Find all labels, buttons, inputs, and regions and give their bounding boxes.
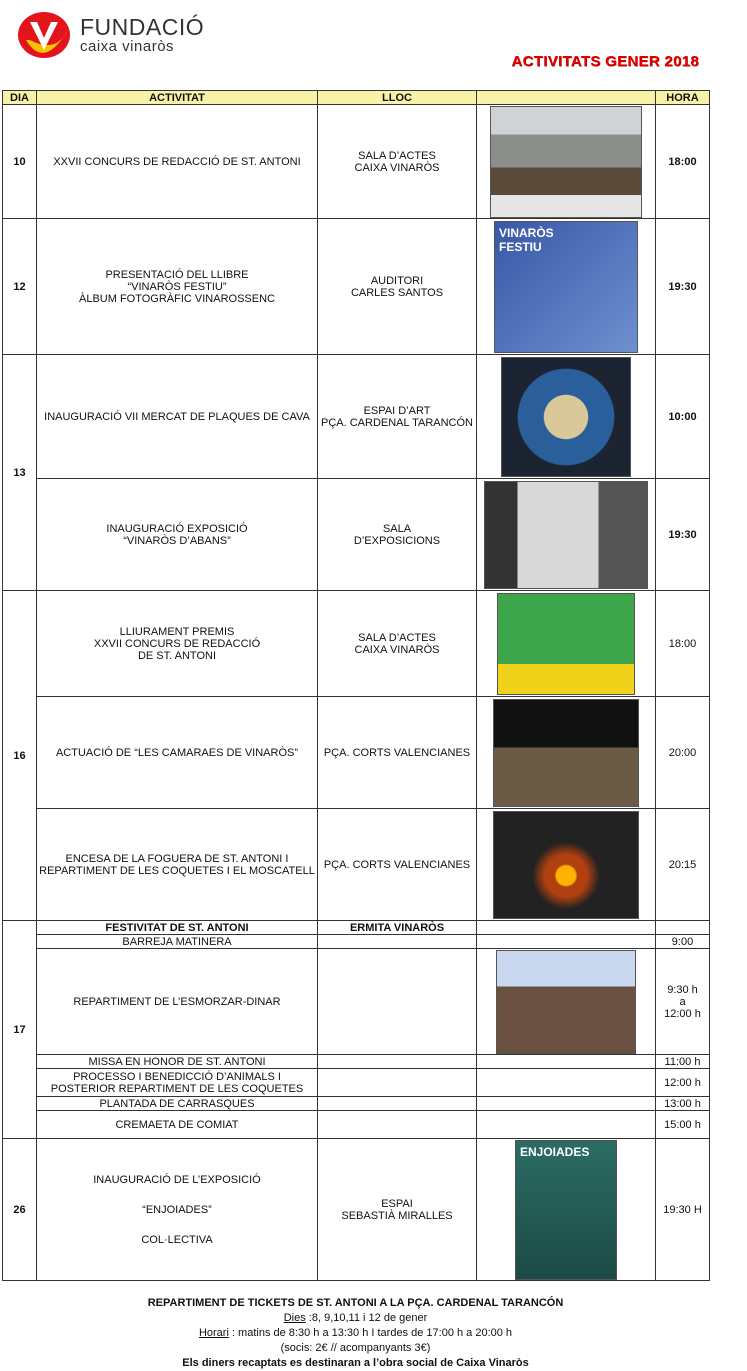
time-cell: 15:00 h [656,1111,710,1139]
photo-cell [477,949,656,1055]
festival-item-row [3,1069,710,1097]
header-image [477,91,656,105]
award-ceremony-photo [497,593,635,695]
location-cell [318,1069,477,1097]
night-dance-photo [493,699,639,807]
footer-notes [0,1296,711,1371]
activity-cell: ENCESA DE LA FOGUERA DE ST. ANTONI I REPARTIMENT DE LES COQUETES I EL MOSCATELL [37,809,318,921]
day-cell: 13 [3,355,37,591]
location-cell: ESPAI SEBASTIÀ MIRALLES [318,1139,477,1281]
horari-value: : matins de 8:30 h a 13:30 h I tardes de 17:00 h a 20:00 h [228,1327,513,1339]
photo-cell [477,479,656,591]
activity-cell: PRESENTACIÓ DEL LLIBRE “VINARÒS FESTIU” ÀLBUM FOTOGRÀFIC VINAROSSENC [37,219,318,355]
photo-cell [477,1069,656,1097]
cava-plaque-poster [501,357,631,477]
footer-horari [0,1326,711,1341]
festival-title: FESTIVITAT DE ST. ANTONI [37,921,318,935]
time-cell: 12:00 h [656,1069,710,1097]
bonfire-photo [493,811,639,919]
table-row [3,105,710,219]
book-cover-vinaros-festiu [494,221,638,353]
table-row [3,591,710,697]
festival-item-row [3,935,710,949]
horari-label: Horari [198,1327,229,1339]
footer-prices: (socis: 2€ // acompanyants 3€) [280,1342,431,1354]
time-cell: 9:00 [656,935,710,949]
photo-cell [477,1111,656,1139]
activity-cell: INAUGURACIÓ EXPOSICIÓ “VINARÒS D’ABANS” [37,479,318,591]
activity-cell: INAUGURACIÓ VII MERCAT DE PLAQUES DE CAVA [37,355,318,479]
location-cell: PÇA. CORTS VALENCIANES [318,809,477,921]
activity-cell: PLANTADA DE CARRASQUES [37,1097,318,1111]
time-cell: 18:00 [656,105,710,219]
page-title: ACTIVITATS GENER 2018 [511,53,699,70]
logo-mark-icon [16,10,72,60]
festival-item-row [3,1097,710,1111]
activities-table [2,90,710,1281]
time-cell: 18:00 [656,591,710,697]
day-cell: 12 [3,219,37,355]
classroom-contest-photo [490,106,642,218]
dies-label: Dies [283,1312,306,1324]
location-cell [318,1111,477,1139]
photo-cell [477,1097,656,1111]
photo-cell [477,697,656,809]
activity-cell: REPARTIMENT DE L’ESMORZAR-DINAR [37,949,318,1055]
location-cell: AUDITORI CARLES SANTOS [318,219,477,355]
location-cell: SALA D’ACTES CAIXA VINARÒS [318,105,477,219]
location-cell: PÇA. CORTS VALENCIANES [318,697,477,809]
activity-cell [37,1139,318,1281]
festival-item-row [3,1111,710,1139]
festival-item-row [3,1055,710,1069]
time-cell: 13:00 h [656,1097,710,1111]
table-row [3,809,710,921]
old-street-photo [484,481,648,589]
photo-cell [477,1055,656,1069]
time-cell: 20:15 [656,809,710,921]
footer-social: Els diners recaptats es destinaran a l’obra social de Caixa Vinaròs [182,1357,529,1369]
activity-line: COL·LECTIVA [141,1233,213,1246]
photo-cell [477,809,656,921]
table-row [3,355,710,479]
footer-tickets: REPARTIMENT DE TICKETS DE ST. ANTONI A LA PÇA. CARDENAL TARANCÓN [147,1297,564,1309]
book-cover-vinaros-festiu-text: VINARÒS FESTIU [499,225,554,254]
header-lloc: LLOC [318,91,477,105]
photo-cell [477,355,656,479]
day-cell: 17 [3,921,37,1139]
fundacio-logo [16,10,204,60]
activity-line: INAUGURACIÓ DE L’EXPOSICIÓ [93,1173,261,1186]
header-hora: HORA [656,91,710,105]
activity-cell: CREMAETA DE COMIAT [37,1111,318,1139]
time-cell [656,921,710,935]
day-cell: 26 [3,1139,37,1281]
photo-cell [477,935,656,949]
header-activitat: ACTIVITAT [37,91,318,105]
festival-location: ERMITA VINARÒS [318,921,477,935]
logo-subtitle: caixa vinaròs [80,38,175,56]
activity-cell: ACTUACIÓ DE “LES CAMARAES DE VINARÒS” [37,697,318,809]
footer-dies [0,1311,711,1326]
activity-cell: PROCESSO I BENEDICCIÓ D’ANIMALS I POSTERIOR REPARTIMENT DE LES COQUETES [37,1069,318,1097]
table-row [3,479,710,591]
table-row [3,697,710,809]
header-dia: DIA [3,91,37,105]
enjoiades-poster-text: ENJOIADES [520,1144,590,1159]
time-cell: 20:00 [656,697,710,809]
dies-value: :8, 9,10,11 i 12 de gener [305,1312,428,1324]
enjoiades-poster [515,1140,617,1280]
time-cell: 19:30 H [656,1139,710,1281]
time-cell: 19:30 [656,219,710,355]
time-cell: 11:00 h [656,1055,710,1069]
time-cell: 9:30 h a 12:00 h [656,949,710,1055]
photo-cell [477,105,656,219]
table-header-row [3,91,710,105]
festival-item-row [3,949,710,1055]
location-cell: SALA D’EXPOSICIONS [318,479,477,591]
activity-cell: MISSA EN HONOR DE ST. ANTONI [37,1055,318,1069]
day-cell: 16 [3,591,37,921]
photo-cell [477,591,656,697]
table-row [3,1139,710,1281]
time-cell: 19:30 [656,479,710,591]
location-cell: ESPAI D’ART PÇA. CARDENAL TARANCÓN [318,355,477,479]
photo-cell [477,1139,656,1281]
activity-cell: LLIURAMENT PREMIS XXVII CONCURS DE REDACCIÓ DE ST. ANTONI [37,591,318,697]
logo-title: FUNDACIÓ [80,14,205,41]
table-row [3,219,710,355]
festival-header-row [3,921,710,935]
activity-cell: XXVII CONCURS DE REDACCIÓ DE ST. ANTONI [37,105,318,219]
photo-cell [477,921,656,935]
activity-line: “ENJOIADES” [142,1203,212,1216]
time-cell: 10:00 [656,355,710,479]
crowd-photo [496,950,636,1054]
day-cell: 10 [3,105,37,219]
activity-cell: BARREJA MATINERA [37,935,318,949]
photo-cell [477,219,656,355]
location-cell [318,935,477,949]
location-cell [318,1097,477,1111]
location-cell [318,1055,477,1069]
location-cell [318,949,477,1055]
location-cell: SALA D’ACTES CAIXA VINARÒS [318,591,477,697]
